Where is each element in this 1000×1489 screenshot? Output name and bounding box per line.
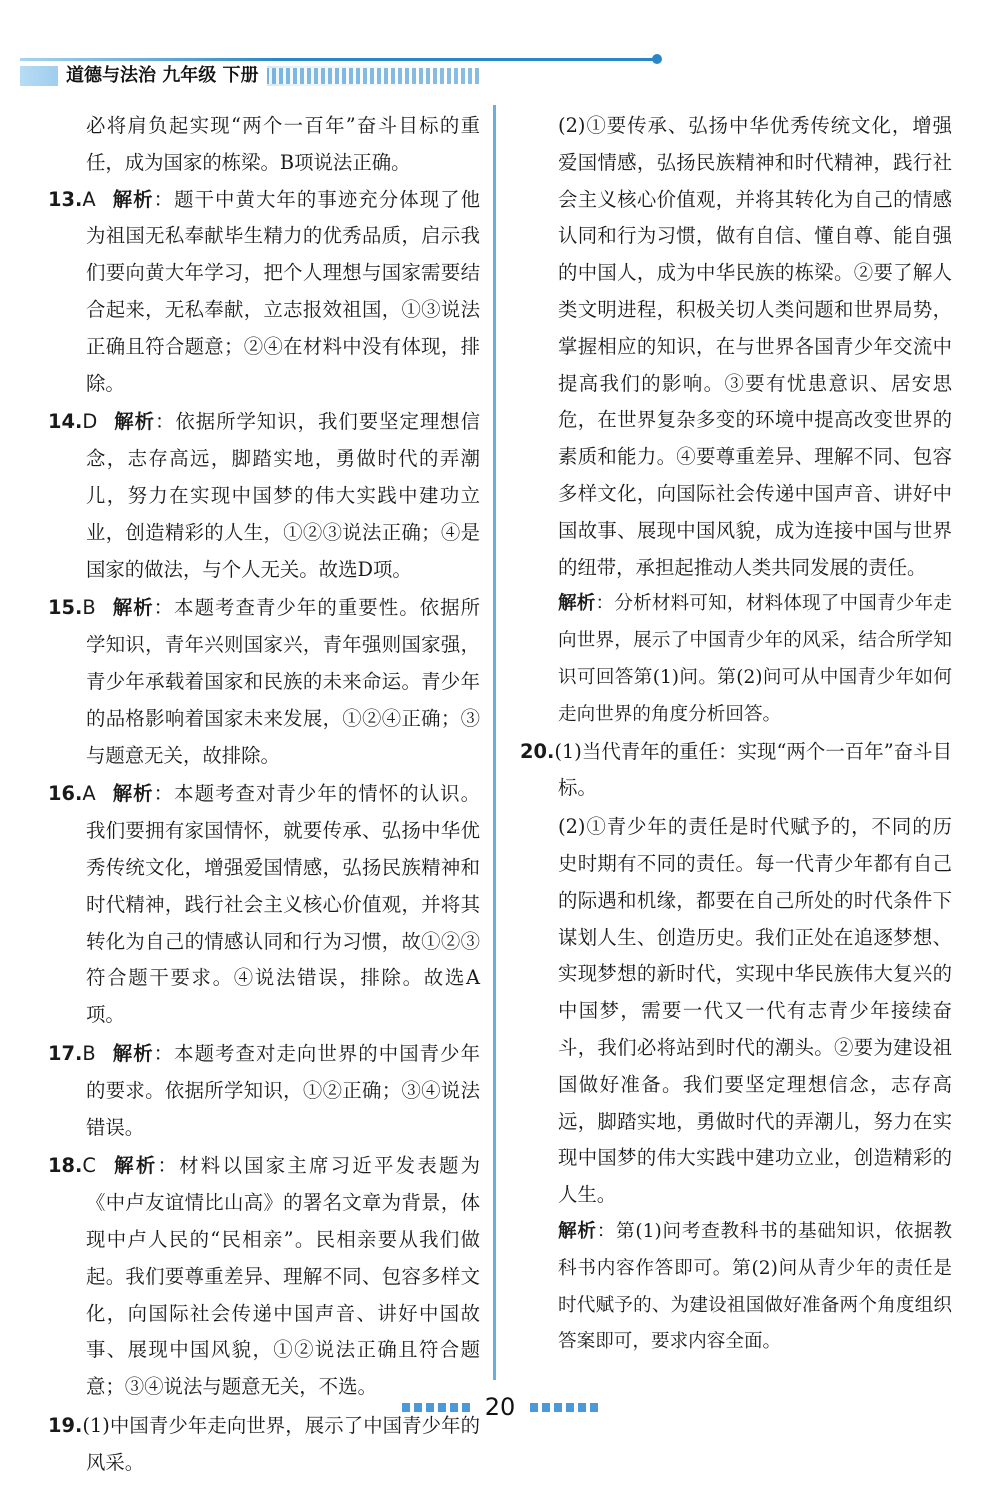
answer-choice: A bbox=[82, 782, 96, 806]
answer-choice: A bbox=[82, 187, 96, 211]
header-stripe-decoration bbox=[265, 68, 480, 84]
analysis-text: ：题干中黄大年的事迹充分体现了他为祖国无私奉献毕生精力的优秀品质，启示我们要向黄大年学习，把个人理想与国家需要结合起来，无私奉献，立志报效祖国，①③说法正确且符合题意；②④在材料中没有体现，排除。 bbox=[86, 187, 481, 395]
question-number: 18. bbox=[48, 1154, 83, 1178]
answer-20-part-2: (2)①青少年的责任是时代赋予的，不同的历史时期有不同的责任。每一代青少年都有自己的际遇和机缘，都要在自己所处的时代条件下谋划人生、创造历史。我们正处在追逐梦想、实现梦想的新时代，实现中华民族伟大复兴的中国梦，需要一代又一代有志青少年接续奋斗，我们必将站到时代的潮头。②要为建设祖国做好准备。我们要坚定理想信念，志存高远，脚踏实地，勇做时代的弄潮儿，努力在实现中国梦的伟大实践中建功立业，创造精彩的人生。 bbox=[558, 815, 952, 1207]
question-number: 16. bbox=[48, 782, 83, 806]
answer-item-16 bbox=[48, 776, 480, 1034]
analysis-text: ：本题考查对青少年的情怀的认识。我们要拥有家国情怀，就要传承、弘扬中华优秀传统文化，增强爱国情感，弘扬民族精神和时代精神，践行社会主义核心价值观，并将其转化为自己的情感认同和行为习惯，故①②③符合题干要求。④说法错误，排除。故选A项。 bbox=[86, 782, 481, 1027]
answer-choice: C bbox=[82, 1154, 96, 1178]
column-divider bbox=[493, 105, 496, 1380]
answer-item-18 bbox=[48, 1148, 480, 1406]
question-number: 15. bbox=[48, 596, 83, 620]
analysis-label: 解析 bbox=[111, 187, 154, 211]
analysis-label: 解析 bbox=[113, 410, 156, 434]
analysis-label: 解析 bbox=[111, 1154, 158, 1178]
answer-item-14 bbox=[48, 404, 480, 588]
continuation-text: 必将肩负起实现“两个一百年”奋斗目标的重任，成为国家的栋梁。B项说法正确。 bbox=[86, 114, 480, 174]
answer-text: (1)中国青少年走向世界，展示了中国青少年的风采。 bbox=[82, 1413, 480, 1474]
book-title: 道德与法治 九年级 下册 bbox=[58, 64, 267, 88]
answer-choice: D bbox=[82, 410, 98, 434]
analysis-20 bbox=[520, 1214, 952, 1361]
question-number: 20. bbox=[520, 739, 555, 763]
answer-item-15 bbox=[48, 590, 480, 774]
right-column bbox=[520, 108, 952, 1361]
answer-19-part-2: (2)①要传承、弘扬中华优秀传统文化，增强爱国情感，弘扬民族精神和时代精神，践行社会主义核心价值观，并将其转化为自己的情感认同和行为习惯，做有自信、懂自尊、能自强的中国人，成为中华民族的栋梁。②要了解人类文明进程，积极关切人类问题和世界局势，掌握相应的知识，在与世界各国青少年交流中提高我们的影响。③要有忧患意识、居安思危，在世界复杂多变的环境中提高改变世界的素质和能力。④要尊重差异、理解不同、包容多样文化，向国际社会传递中国声音、讲好中国故事、展现中国风貌，成为连接中国与世界的纽带，承担起推动人类共同发展的责任。 bbox=[558, 114, 952, 579]
analysis-label: 解析 bbox=[558, 593, 596, 615]
answer-choice: B bbox=[82, 1041, 96, 1065]
analysis-text: ：材料以国家主席习近平发表题为《中卢友谊情比山高》的署名文章为背景，体现中卢人民的“民相亲”。民相亲要从我们做起。我们要尊重差异、理解不同、包容多样文化，向国际社会传递中国声音、讲好中国故事、展现中国风貌，①②说法正确且符合题意；③④说法与题意无关，不选。 bbox=[86, 1154, 481, 1399]
analysis-label: 解析 bbox=[111, 782, 154, 806]
footer-decoration-left bbox=[402, 1403, 472, 1412]
answer-item-20 bbox=[520, 734, 952, 808]
answer-item-17 bbox=[48, 1036, 480, 1146]
analysis-text: ：第(1)问考查教科书的基础知识，依据教科书内容作答即可。第(2)问从青少年的责任是时代赋予的、为建设祖国做好准备两个角度组织答案即可，要求内容全面。 bbox=[558, 1220, 952, 1353]
left-column bbox=[48, 108, 480, 1483]
page-footer bbox=[0, 1390, 1000, 1440]
question-number: 17. bbox=[48, 1041, 83, 1065]
page-number: 20 bbox=[484, 1393, 516, 1421]
header-rule-dot bbox=[652, 54, 662, 64]
analysis-text: ：本题考查对走向世界的中国青少年的要求。依据所学知识，①②正确；③④说法错误。 bbox=[86, 1041, 481, 1139]
page-header bbox=[0, 0, 1000, 100]
analysis-text: ：依据所学知识，我们要坚定理想信念，志存高远，脚踏实地，勇做时代的弄潮儿，努力在实现中国梦的伟大实践中建功立业，创造精彩的人生，①②③说法正确；④是国家的做法，与个人无关。故选D项。 bbox=[86, 410, 481, 581]
analysis-label: 解析 bbox=[558, 1220, 597, 1242]
header-rule bbox=[20, 58, 660, 61]
analysis-text: ：本题考查青少年的重要性。依据所学知识，青年兴则国家兴，青年强则国家强，青少年承载着国家和民族的未来命运。青少年的品格影响着国家未来发展，①②④正确；③与题意无关，故排除。 bbox=[86, 596, 481, 767]
footer-decoration-right bbox=[530, 1403, 600, 1412]
question-number: 14. bbox=[48, 410, 83, 434]
answer-choice: B bbox=[82, 596, 96, 620]
question-number: 19. bbox=[48, 1413, 83, 1437]
answer-item-13 bbox=[48, 182, 480, 403]
analysis-19 bbox=[520, 586, 952, 733]
answer-text: (1)当代青年的重任：实现“两个一百年”奋斗目标。 bbox=[554, 739, 952, 800]
analysis-label: 解析 bbox=[111, 1041, 154, 1065]
analysis-text: ：分析材料可知，材料体现了中国青少年走向世界，展示了中国青少年的风采，结合所学知识可回答第(1)问。第(2)问可从中国青少年如何走向世界的角度分析回答。 bbox=[558, 593, 952, 725]
question-number: 13. bbox=[48, 187, 83, 211]
analysis-label: 解析 bbox=[111, 596, 154, 620]
